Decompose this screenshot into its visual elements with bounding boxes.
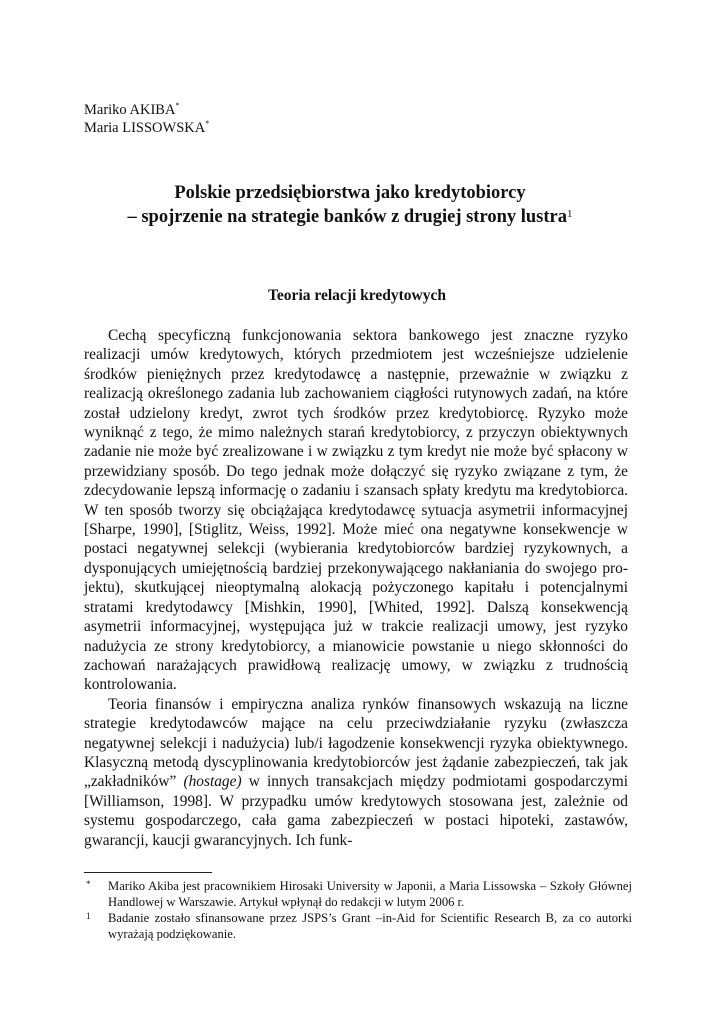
paragraph-1: Cechą specyficzną funkcjonowania sektora bankowego jest znaczne ryzyko realizacji umów kredytowych, których przedmiotem jest wcześniejsze udzielenie środków pieniężnych przez kredytodawcę a następnie, przeważnie w związku z realizacją określonego zadania lub zachowaniem ciągłości rutynowych zadań, na które został udzielony kredyt, zwrot tych środków przez kredytobiorcę. Ryzyko może wyniknąć z tego, że mimo należnych starań kredytobiorcy, z przyczyn obiektywnych zadanie nie może być zrealizowane i w związku z tym kredyt nie może być spłacony w przewidziany sposób. Do tego jednak może dołączyć się ryzyko związane z tym, że zdecydowanie lepszą informację o zadaniu i szansach spłaty kredytu ma kredytobiorca. W ten sposób tworzy się obciążająca kredytodawcę sytuacja asymetrii informacyjnej [Sharpe, 1990], [Stiglitz, Weiss, 1992]. Może mieć ona negatywne konsekwencje w postaci negatywnej selekcji (wybierania kredytobiorców bardziej ryzykownych, a dysponujących umiejętnością bardziej przekonywającego nakłaniania do swojego projektu), skutkującej nieoptymalną alokacją pożyczonego kapitału i potencjalnymi stratami kredytodawcy [Mishkin, 1990], [Whited, 1992]. Dalszą konsekwencją asymetrii informacyjnej, występująca już w trakcie realizacji umowy, jest ryzyko nadużycia ze strony kredytobiorcy, a mianowicie powstanie u niego skłonności do zachowań narażających prawidłową realizację umowy, w związku z trudnością kontrolowania. bbox=[84, 327, 628, 694]
paragraph-2-text-b: w innych transakcjach między podmiotami gospodarczymi [Williamson, 1998]. W przypadku umów kredytowych stosowana jest, zależnie od systemu gospodarczego, cała gama zabezpieczeń w postaci hipoteki, zastawów, gwarancji, kaucji gwarancyjnych. Ich funk- bbox=[84, 773, 628, 849]
footnote bbox=[84, 878, 632, 910]
author-name: Maria LISSOWSKA bbox=[84, 120, 206, 136]
section-heading: Teoria relacji kredytowych bbox=[268, 287, 446, 304]
author-line bbox=[84, 101, 209, 119]
footnote-text: Mariko Akiba jest pracownikiem Hirosaki University w Japonii, a Maria Lissowska – Szkoły Głównej Handlowej w Warszawie. Artykuł wpłynął do redakcji w lutym 2006 r. bbox=[108, 879, 632, 909]
footnote-mark: 1 bbox=[86, 911, 91, 921]
footnote bbox=[84, 910, 632, 942]
author-footnote-mark: * bbox=[205, 119, 210, 128]
title-footnote-ref: 1 bbox=[567, 208, 573, 220]
author-line bbox=[84, 119, 209, 137]
author-block bbox=[84, 101, 209, 137]
footnote-divider bbox=[84, 872, 212, 873]
title-line-1: Polskie przedsiębiorstwa jako kredytobiorcy bbox=[174, 183, 526, 203]
title-line-2-text: – spojrzenie na strategie banków z drugiej strony lustra bbox=[127, 207, 568, 227]
article-title bbox=[60, 181, 640, 229]
paragraph-2-italic-term: (hostage) bbox=[183, 773, 242, 791]
author-footnote-mark: * bbox=[175, 101, 180, 110]
title-line-2 bbox=[60, 205, 640, 229]
footnotes bbox=[84, 878, 632, 942]
footnote-mark: * bbox=[86, 879, 91, 889]
body-text bbox=[84, 326, 628, 850]
paragraph-2-text-a: Teoria finansów i empiryczna analiza rynków finansowych wskazują na liczne strategie kredytodawców mające na celu przeciwdziałanie ryzyku (zwłaszcza negatywnej selekcji i nadużycia) lub/i łagodzenie konsekwencji ryzyka obiektywnego. Klasyczną metodą dyscyplinowania kredytobiorców jest żądanie zabezpieczeń, tak jak „zakładników” bbox=[84, 695, 628, 791]
footnote-text: Badanie zostało sfinansowane przez JSPS’s Grant –in-Aid for Scientific Research B, za co autorki wyrażają podziękowanie. bbox=[108, 911, 632, 941]
paragraph-2 bbox=[84, 695, 628, 850]
author-name: Mariko AKIBA bbox=[84, 102, 176, 118]
